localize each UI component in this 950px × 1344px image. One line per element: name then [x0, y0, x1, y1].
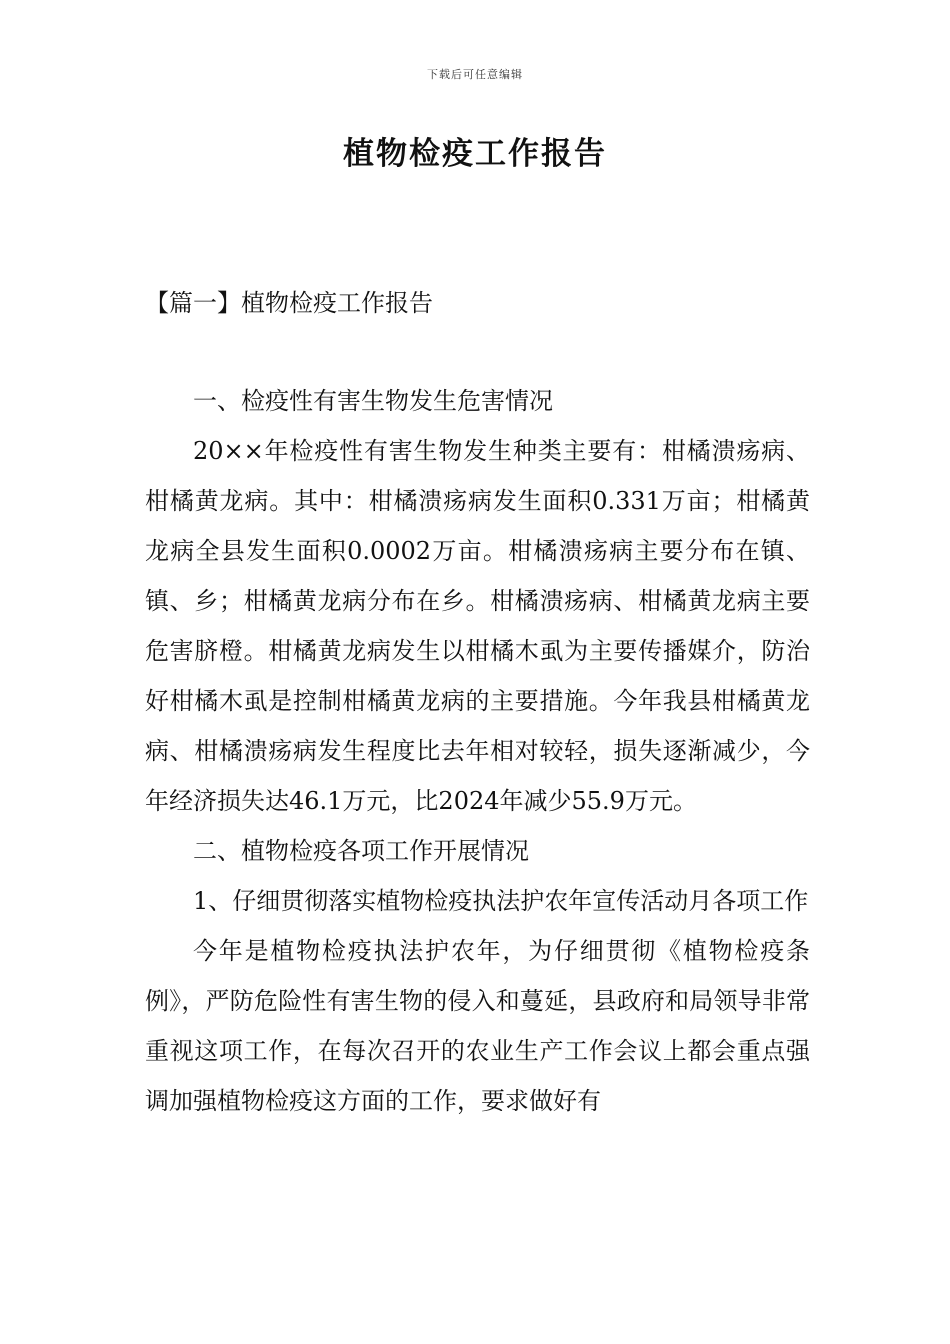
part-heading: 【篇一】植物检疫工作报告: [145, 289, 433, 317]
section-heading-1: 一、检疫性有害生物发生危害情况: [193, 387, 553, 415]
paragraph: 20××年检疫性有害生物发生种类主要有：柑橘溃疡病、柑橘黄龙病。其中：柑橘溃疡病发生面积0.331万亩；柑橘黄龙病全县发生面积0.0002万亩。柑橘溃疡病主要分布在镇、镇、乡；柑橘黄龙病分布在乡。柑橘溃疡病、柑橘黄龙病主要危害脐橙。柑橘黄龙病发生以柑橘木虱为主要传播媒介，防治好柑橘木虱是控制柑橘黄龙病的主要措施。今年我县柑橘黄龙病、柑橘溃疡病发生程度比去年相对较轻，损失逐渐减少，今年经济损失达46.1万元，比2024年减少55.9万元。: [145, 437, 810, 815]
document-title: 植物检疫工作报告: [343, 136, 607, 172]
paragraph: 今年是植物检疫执法护农年，为仔细贯彻《植物检疫条例》，严防危险性有害生物的侵入和蔓延，县政府和局领导非常重视这项工作，在每次召开的农业生产工作会议上都会重点强调加强植物检疫这方面的工作，要求做好有: [145, 937, 810, 1115]
document-body: [145, 376, 810, 1126]
section-heading-2: 二、植物检疫各项工作开展情况: [193, 837, 529, 865]
paragraph: 1、仔细贯彻落实植物检疫执法护农年宣传活动月各项工作: [193, 887, 809, 915]
header-note: 下载后可任意编辑: [427, 68, 523, 81]
